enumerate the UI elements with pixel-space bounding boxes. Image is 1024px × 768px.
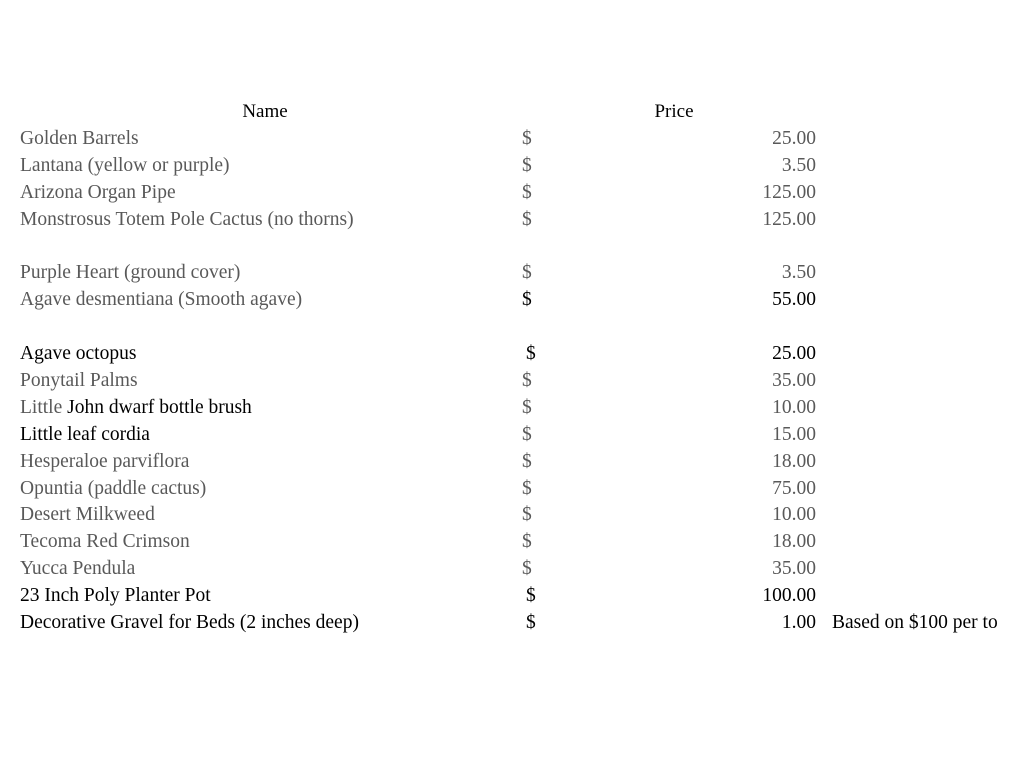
item-price: 25.00 [772,343,816,365]
item-price: 25.00 [772,128,816,149]
item-name: Tecoma Red Crimson [20,531,190,553]
item-name: Arizona Organ Pipe [20,181,176,203]
table-row [0,180,1024,207]
item-price: 1.00 [781,612,816,634]
table-row [0,287,1024,314]
item-price: 15.00 [772,423,816,445]
table-row [0,368,1024,395]
item-price: 125.00 [762,181,816,203]
table-row [0,153,1024,180]
currency-symbol: $ [522,154,532,176]
blank-row [0,314,1024,341]
item-price: 35.00 [772,370,816,392]
item-price: 3.50 [781,154,816,176]
blank-row [0,234,1024,261]
currency-symbol: $ [522,396,532,418]
currency-symbol: $ [522,477,532,499]
currency-symbol: $ [522,262,532,284]
item-price: 10.00 [772,396,816,418]
table-row [0,529,1024,556]
item-name: Decorative Gravel for Beds (2 inches deep) [20,612,359,634]
table-row [0,583,1024,610]
currency-symbol: $ [526,343,536,365]
table-row [0,395,1024,422]
table-row [0,449,1024,476]
item-name: Agave desmentiana (Smooth agave) [20,289,303,311]
item-name: Desert Milkweed [20,504,155,526]
table-row [0,422,1024,449]
currency-symbol: $ [522,128,532,149]
currency-symbol: $ [522,289,532,311]
item-name: Agave octopus [20,343,137,365]
currency-symbol: $ [522,558,532,580]
table-row [0,207,1024,234]
item-price: 3.50 [781,262,816,284]
table-header [0,99,1024,125]
currency-symbol: $ [522,450,532,472]
item-note: Based on $100 per to [832,612,998,634]
currency-symbol: $ [522,531,532,553]
table-row [0,126,1024,153]
item-name: Little leaf cordia [20,423,150,445]
item-price: 18.00 [772,450,816,472]
item-name-part: Little [20,396,68,418]
table-row [0,556,1024,583]
item-name: Hesperaloe parviflora [20,450,190,472]
item-name: Lantana (yellow or purple) [20,154,230,176]
item-price: 100.00 [762,585,816,607]
currency-symbol: $ [522,208,532,230]
item-price: 35.00 [772,558,816,580]
item-name [20,395,252,422]
item-name: Golden Barrels [20,128,139,149]
item-price: 10.00 [772,504,816,526]
currency-symbol: $ [522,504,532,526]
item-price: 125.00 [762,208,816,230]
item-name: Yucca Pendula [20,558,136,580]
item-name: Ponytail Palms [20,370,138,392]
item-name-part: John dwarf bottle brush [67,396,252,418]
table-row [0,341,1024,368]
column-header-name: Name [242,101,288,122]
table-row [0,502,1024,529]
item-name: Opuntia (paddle cactus) [20,477,207,499]
table-row [0,476,1024,503]
item-price: 55.00 [772,289,816,311]
item-price: 75.00 [772,477,816,499]
column-header-price: Price [654,101,694,122]
currency-symbol: $ [522,370,532,392]
currency-symbol: $ [522,423,532,445]
item-name: Monstrosus Totem Pole Cactus (no thorns) [20,208,354,230]
item-name: 23 Inch Poly Planter Pot [20,585,211,607]
currency-symbol: $ [526,585,536,607]
price-table [0,126,1024,637]
table-row [0,260,1024,287]
item-name: Purple Heart (ground cover) [20,262,241,284]
currency-symbol: $ [526,612,536,634]
currency-symbol: $ [522,181,532,203]
item-price: 18.00 [772,531,816,553]
table-row [0,610,1024,637]
